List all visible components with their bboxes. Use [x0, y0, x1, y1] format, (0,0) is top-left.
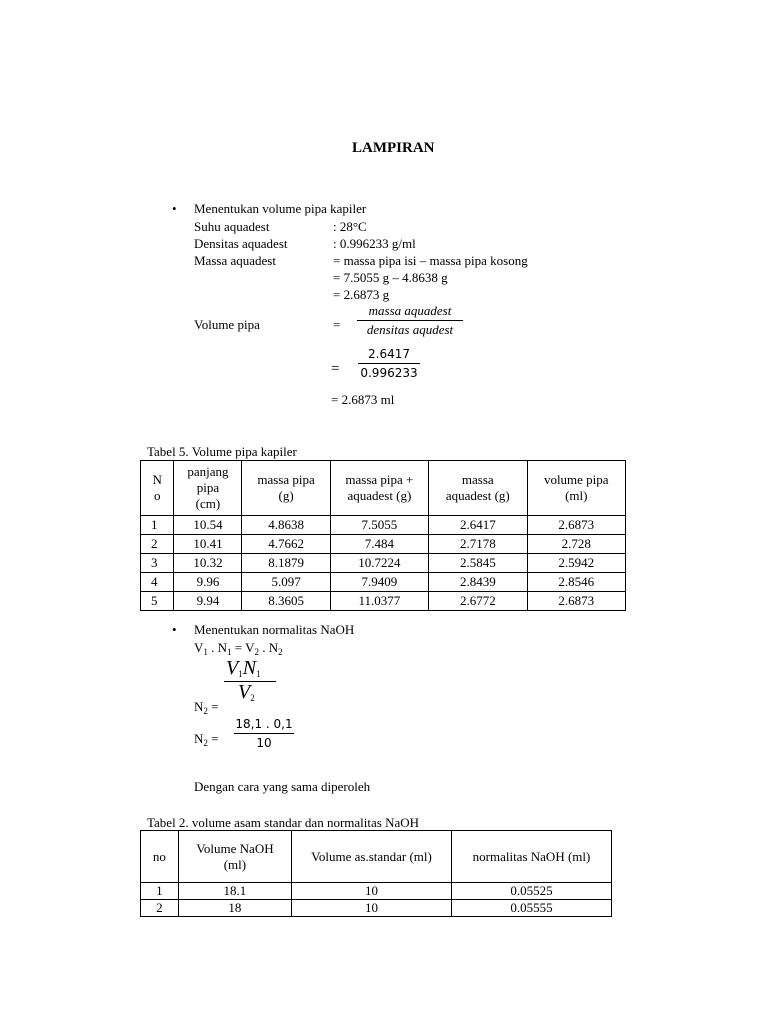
table-cell: 2.728 [527, 535, 625, 554]
sym-v: V [226, 657, 239, 679]
table-cell: 7.5055 [330, 516, 428, 535]
eq-sub: 1 [227, 647, 232, 657]
table-cell: 2.7178 [429, 535, 527, 554]
table-cell: 2.6772 [429, 592, 527, 611]
table-cell: 9.94 [174, 592, 242, 611]
eq-sub: 2 [278, 647, 283, 657]
fraction-denominator: densitas aqudest [366, 322, 454, 337]
table-cell: 10.7224 [330, 554, 428, 573]
fraction-bar [358, 363, 420, 364]
table-cell: 0.05555 [451, 900, 611, 917]
eq-v: V [194, 640, 204, 655]
col-header-normalitas: normalitas NaOH (ml) [451, 831, 611, 883]
section1-heading: Menentukan volume pipa kapiler [194, 201, 367, 216]
n2-eq: = [207, 731, 219, 746]
table-cell: 8.1879 [242, 554, 330, 573]
fraction-bar [357, 320, 463, 321]
table-cell: 5.097 [242, 573, 330, 592]
eq-text: = V [231, 640, 255, 655]
value-suhu: : 28°C [333, 219, 367, 234]
equals-sign: = [333, 317, 341, 332]
page-title: LAMPIRAN [352, 140, 435, 156]
col-header-volume-naoh: Volume NaOH (ml) [178, 831, 291, 883]
table-cell: 2.6417 [429, 516, 527, 535]
table-cell: 2.6873 [527, 592, 625, 611]
table-row [141, 554, 626, 573]
table-cell: 11.0377 [330, 592, 428, 611]
table-cell: 18 [178, 900, 291, 917]
eq-text: . N [207, 640, 228, 655]
eq-text: . N [259, 640, 279, 655]
table-cell: 0.05525 [451, 883, 611, 900]
fraction-denominator: 10 [256, 736, 272, 750]
table-cell: 2 [141, 900, 179, 917]
massa-calc-line: = 7.5055 g – 4.8638 g [333, 270, 448, 285]
eq-sub: 1 [203, 647, 208, 657]
sym-sub: 1 [238, 669, 243, 679]
fraction-numerator: 2.6417 [368, 347, 410, 361]
table-cell: 2.5845 [429, 554, 527, 573]
fraction-numerator: massa aquadest [368, 303, 452, 318]
table-cell: 10 [292, 883, 452, 900]
note-text: Dengan cara yang sama diperoleh [194, 779, 371, 794]
n2-n: N [194, 731, 204, 746]
table-cell: 18.1 [178, 883, 291, 900]
table-header-row [141, 461, 626, 516]
table2-caption: Tabel 2. volume asam standar dan normalitas NaOH [147, 815, 420, 830]
table-cell: 10.41 [174, 535, 242, 554]
fraction-n2 [234, 716, 294, 751]
n2-label-2 [194, 731, 218, 751]
table-cell: 2.6873 [527, 516, 625, 535]
n2-eq: = [207, 699, 219, 714]
table-cell: 10.32 [174, 554, 242, 573]
fraction-denominator: 0.996233 [360, 366, 418, 380]
big-fraction-denominator [238, 680, 255, 710]
table-cell: 7.9409 [330, 573, 428, 592]
table-cell: 9.96 [174, 573, 242, 592]
sym-v: V [238, 681, 251, 703]
fraction-numerator: 18,1 . 0,1 [235, 717, 293, 731]
table-cell: 4 [141, 573, 174, 592]
table-row [141, 900, 612, 917]
sym-n: N [242, 657, 257, 679]
table-row [141, 573, 626, 592]
n2-sub: 2 [203, 706, 208, 716]
label-suhu: Suhu aquadest [194, 219, 270, 234]
fraction-values [358, 346, 420, 381]
table5-caption: Tabel 5. Volume pipa kapiler [147, 444, 297, 459]
table-normalitas [140, 830, 612, 917]
value-massa: = massa pipa isi – massa pipa kosong [333, 253, 528, 268]
col-header-volume-standar: Volume as.standar (ml) [292, 831, 452, 883]
col-header-panjang: panjang pipa (cm) [174, 461, 242, 516]
table-row [141, 535, 626, 554]
sym-sub: 1 [256, 669, 261, 679]
table-row [141, 516, 626, 535]
value-densitas: : 0.996233 g/ml [333, 236, 416, 251]
col-header-volume-pipa: volume pipa (ml) [527, 461, 625, 516]
col-header-no: no [141, 831, 179, 883]
col-header-massa-aquadest: massa aquadest (g) [429, 461, 527, 516]
n2-label [194, 699, 218, 719]
table-cell: 2.5942 [527, 554, 625, 573]
sym-sub: 2 [250, 693, 255, 703]
table-volume-pipa [140, 460, 626, 611]
label-massa: Massa aquadest [194, 253, 276, 268]
table-cell: 2.8439 [429, 573, 527, 592]
col-header-no: N o [141, 461, 174, 516]
table-cell: 3 [141, 554, 174, 573]
equals-sign-2: = [331, 361, 340, 377]
table-row [141, 883, 612, 900]
eq-sub: 2 [254, 647, 260, 657]
table-cell: 10 [292, 900, 452, 917]
n2-n: N [194, 699, 204, 714]
table-cell: 4.7662 [242, 535, 330, 554]
fraction-bar [234, 733, 294, 734]
fraction-massa-densitas [357, 303, 463, 338]
table-cell: 1 [141, 883, 179, 900]
table-header-row [141, 831, 612, 883]
label-densitas: Densitas aquadest [194, 236, 288, 251]
col-header-massa-pipa: massa pipa (g) [242, 461, 330, 516]
bullet-icon: • [172, 201, 177, 216]
table-row [141, 592, 626, 611]
table-cell: 1 [141, 516, 174, 535]
section2-heading: Menentukan normalitas NaOH [194, 622, 355, 637]
table-cell: 8.3605 [242, 592, 330, 611]
table-cell: 2.8546 [527, 573, 625, 592]
volume-result: = 2.6873 ml [331, 392, 395, 407]
n2-sub: 2 [203, 738, 208, 748]
table-cell: 2 [141, 535, 174, 554]
table-cell: 4.8638 [242, 516, 330, 535]
table-cell: 7.484 [330, 535, 428, 554]
label-volume-pipa: Volume pipa [194, 317, 260, 332]
table-cell: 10.54 [174, 516, 242, 535]
col-header-massa-pipa-aquadest: massa pipa + aquadest (g) [330, 461, 428, 516]
bullet-icon: • [172, 622, 177, 637]
massa-result-line: = 2.6873 g [333, 287, 390, 302]
table-cell: 5 [141, 592, 174, 611]
